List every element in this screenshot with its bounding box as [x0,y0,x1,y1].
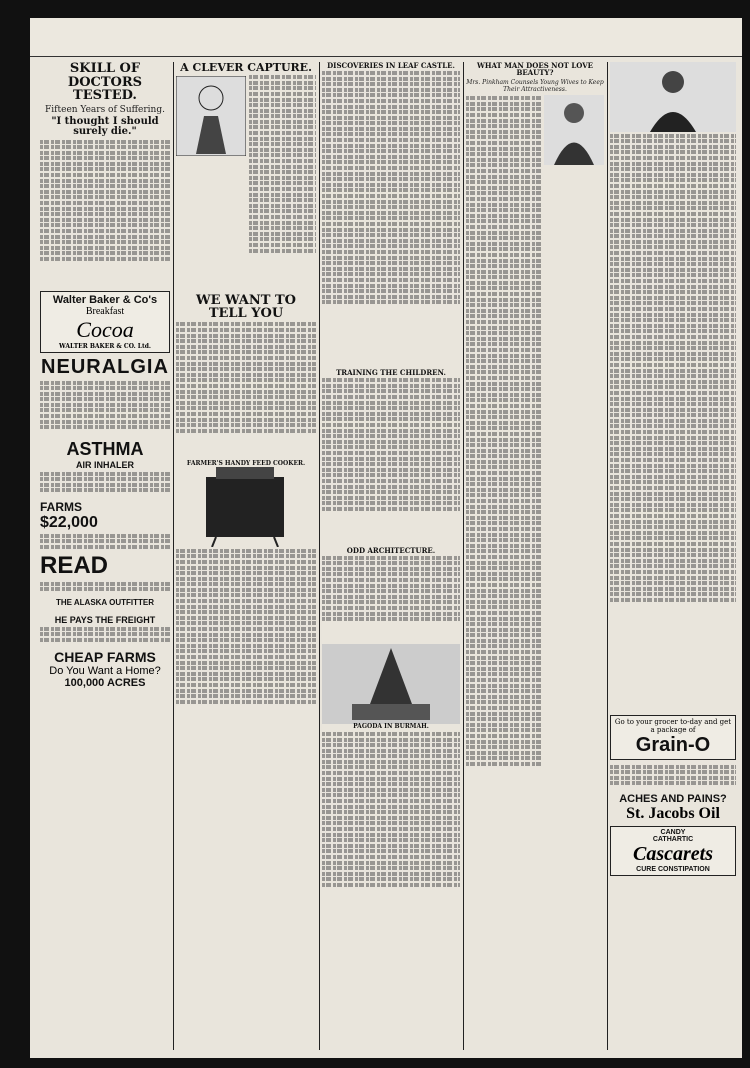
ad-cascarets-title: Cascarets [633,843,713,865]
article-text [249,74,316,294]
column-rule [463,62,464,1050]
ad-cheap-farms: CHEAP FARMS [54,648,156,665]
ad-text [40,625,170,649]
article-text [176,321,316,461]
ad-alaska-outfitter: THE ALASKA OUTFITTER [55,597,155,607]
ad-text [40,470,170,500]
article-text [322,730,460,930]
illustration-woman [544,95,604,165]
ad-grain-o-title: Grain-O [635,734,711,756]
article-text [40,138,170,288]
quote-die: "I thought I should surely die." [51,115,159,138]
subhead-fifteen-years: Fifteen Years of Suffering. [45,104,165,115]
ad-text [40,379,170,439]
ad-pays-freight: HE PAYS THE FREIGHT [54,614,156,625]
headline-doctors: SKILL OF DOCTORS TESTED. [67,62,143,104]
headline-leaf-castle: DISCOVERIES IN LEAF CASTLE. [327,62,455,70]
column-3 [322,62,460,1050]
subhead-pinkham: Mrs. Pinkham Counsels Young Wives to Keep Their Attractiveness. [466,78,604,93]
article-text [322,69,460,369]
ad-text [40,580,170,598]
column-5 [610,62,736,1050]
article-text [176,547,316,747]
ad-text [40,532,170,552]
ad-farms: FARMS [40,499,82,514]
ad-cathartic: CATHARTIC [652,836,694,843]
ad-grain-o-text: Go to your grocer to-day and get a package of [614,718,732,734]
illustration-pagoda [322,644,460,724]
ad-air-inhaler: AIR INHALER [76,459,134,470]
ad-neuralgia: NEURALGIA [41,355,169,378]
ad-candy: CANDY [660,829,686,836]
ad-want-home: Do You Want a Home? [49,664,161,677]
ad-cure-constipation: CURE CONSTIPATION [636,866,710,873]
column-1 [40,62,170,1050]
headline-want-to-tell: WE WANT TO TELL YOU [196,292,296,322]
page-masthead-strip [30,18,742,57]
ad-walter-baker [40,291,170,353]
ad-read: READ [40,551,109,579]
ad-cascarets [610,826,736,876]
headline-odd-architecture: ODD ARCHITECTURE. [346,545,436,555]
column-4 [466,62,604,1050]
headline-clever-capture: A CLEVER CAPTURE. [180,62,312,74]
ad-text [610,763,736,793]
ad-st-jacobs: St. Jacobs Oil [626,805,720,822]
caption-feed-cooker: FARMER'S HANDY FEED COOKER. [186,459,306,467]
ad-asthma: ASTHMA [66,438,144,459]
ad-22000: $22,000 [40,513,98,531]
ad-grain-o [610,715,736,760]
ad-acres: 100,000 ACRES [64,676,146,689]
article-text [322,377,460,547]
column-rule [319,62,320,1050]
headline-training: TRAINING THE CHILDREN. [336,368,446,378]
illustration-man [610,62,736,132]
ad-breakfast: Breakfast [85,305,125,317]
article-text [322,554,460,644]
ad-walter-footer: WALTER BAKER & CO. Ltd. [58,342,152,350]
ad-aches: ACHES AND PAINS? [619,793,727,805]
illustration-figure [176,76,246,156]
column-rule [173,62,174,1050]
article-text [466,95,541,1015]
ad-walter-title: Walter Baker & Co's [52,293,158,306]
newspaper-page [30,18,742,1058]
column-2 [176,62,316,1050]
illustration-cooker [176,467,314,547]
column-rule [607,62,608,1050]
ad-cocoa: Cocoa [76,316,134,342]
headline-beauty: WHAT MAN DOES NOT LOVE BEAUTY? [477,62,593,78]
article-text [610,132,736,712]
caption-pagoda: PAGODA IN BURMAH. [353,723,429,731]
